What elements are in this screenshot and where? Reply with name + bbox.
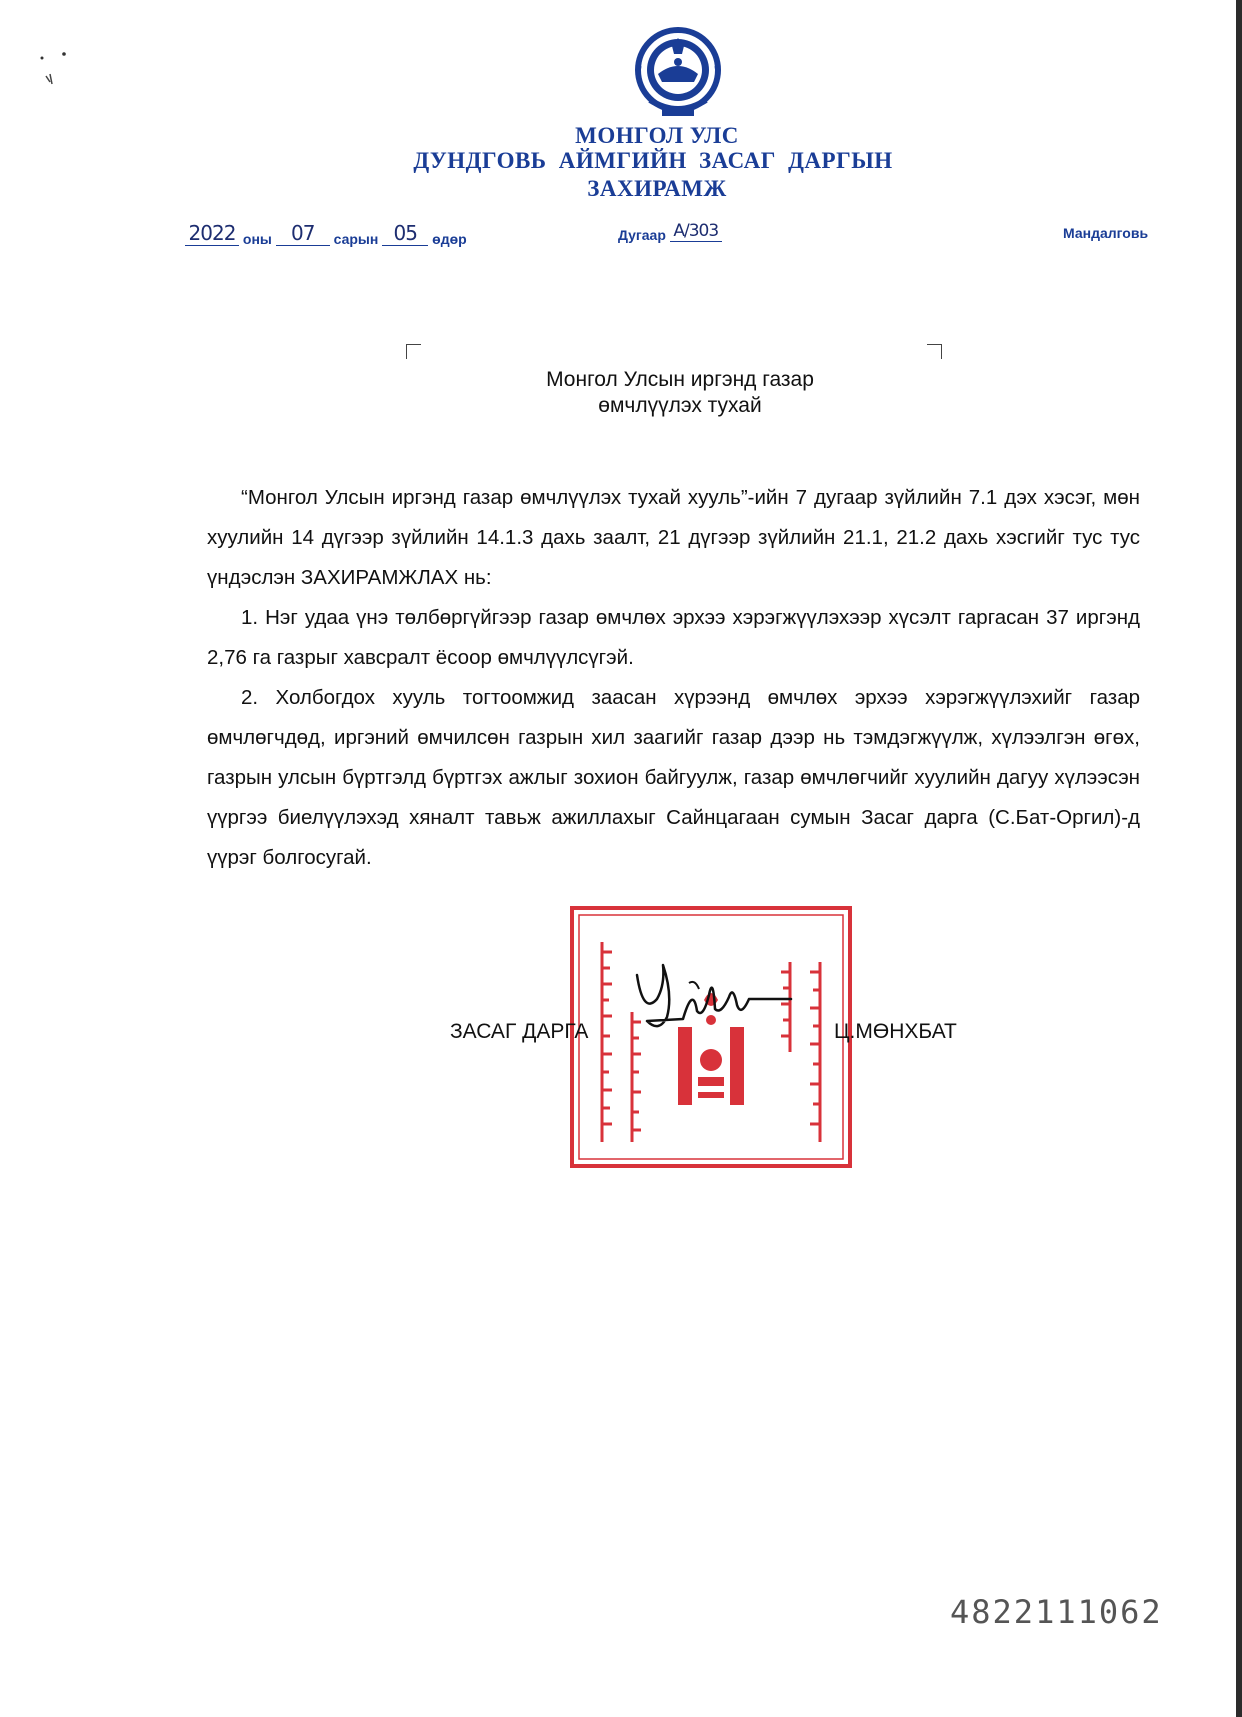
scan-edge — [1236, 0, 1242, 1717]
year-label: оны — [242, 231, 272, 247]
number-value: А/303 — [670, 221, 722, 242]
year-value: 2022 — [185, 221, 239, 246]
signatory-title: ЗАСАГ ДАРГА — [450, 1020, 589, 1043]
order-item-2: 2. Холбогдох хууль тогтоомжид заасан хүрээнд өмчлөх эрхээ хэрэгжүүлэхийг газар өмчлөгчдөд, иргэний өмчилсөн газрын хил заагийг газар дээр нь тэмдэгжүүлж, хүлээлгэн өгөх, газрын улсын бүртгэлд бүртгэх ажлыг зохион байгуулж, газар өмчлөгчийг хуулийн дагуу хүлээсэн үүргээ биелүүлэхэд хяналт тавьж ажиллахыг Сайнцагаан сумын Засаг дарга (С.Бат-Оргил)-д үүрэг болгосугай. — [207, 686, 1140, 869]
preamble-paragraph: “Монгол Улсын иргэнд газар өмчлүүлэх тухай хууль”-ийн 7 дугаар зүйлийн 7.1 дэх хэсэг, мөн хуулийн 14 дүгээр зүйлийн 14.1.3 дахь заалт, 21 дүгээр зүйлийн 21.1, 21.2 дахь хэсгийг тус тус үндэслэн ЗАХИРАМЖЛАХ нь: — [207, 486, 1140, 589]
order-item-1: 1. Нэг удаа үнэ төлбөргүйгээр газар өмчлөх эрхээ хэрэгжүүлэхээр хүсэлт гаргасан 37 иргэнд 2,76 га газрыг хавсралт ёсоор өмчлүүлсүгэй. — [207, 606, 1140, 669]
document-body — [207, 478, 1140, 878]
signatory-name: Ц.МӨНХБАТ — [834, 1020, 957, 1043]
scan-specks — [36, 40, 76, 100]
subject-line-1: Монгол Улсын иргэнд газар — [546, 368, 814, 391]
letterhead-doc-type: ЗАХИРАМЖ — [587, 176, 727, 201]
month-label: сарын — [333, 231, 379, 247]
subject-corner-right — [927, 344, 942, 359]
day-value: 05 — [382, 221, 428, 246]
document-serial-number: 4822111062 — [950, 1593, 1163, 1631]
date-line — [185, 221, 467, 250]
day-label: өдөр — [432, 231, 467, 247]
subject-corner-left — [406, 344, 421, 359]
subject-line-2: өмчлүүлэх тухай — [598, 394, 762, 417]
state-emblem-icon — [632, 26, 724, 122]
month-value: 07 — [276, 221, 330, 246]
subject-title — [430, 367, 930, 419]
number-label: Дугаар — [618, 227, 666, 243]
number-line — [618, 221, 722, 246]
handwritten-signature — [633, 955, 793, 1040]
letterhead-country: МОНГОЛ УЛС — [575, 123, 739, 148]
letterhead-authority: ДУНДГОВЬ АЙМГИЙН ЗАСАГ ДАРГЫН — [413, 148, 893, 173]
place-name: Мандалговь — [1063, 225, 1149, 241]
